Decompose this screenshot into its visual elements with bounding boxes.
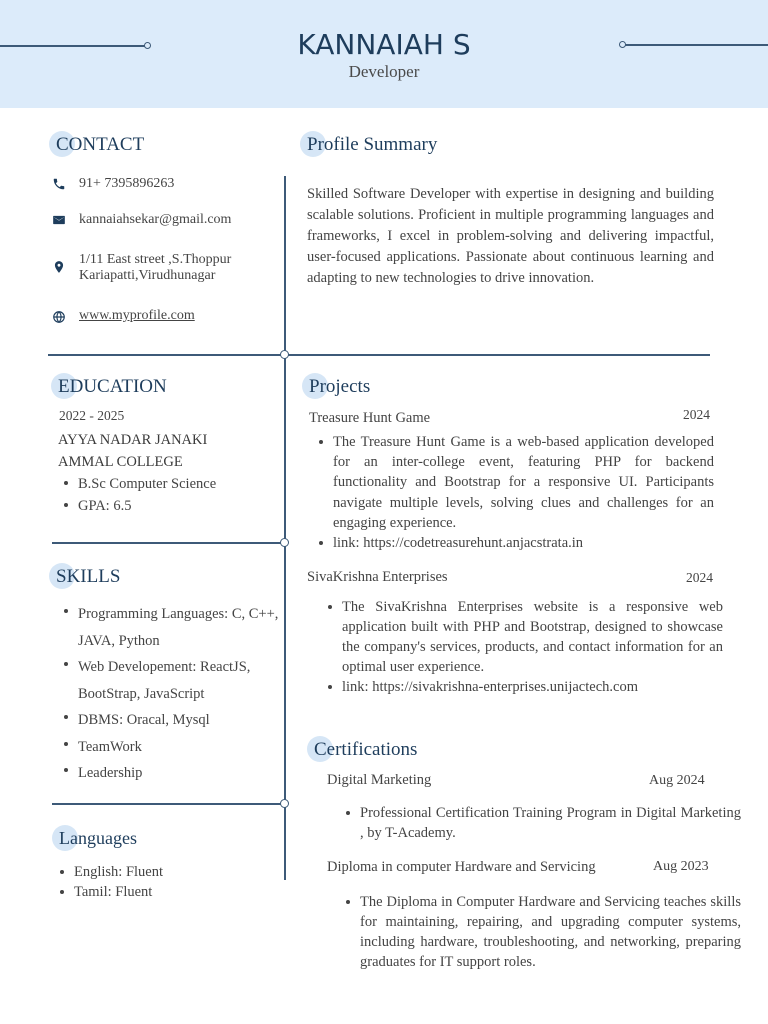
skills-heading-text: SKILLS — [56, 566, 121, 587]
cert-1-name: Digital Marketing — [327, 772, 432, 788]
languages-heading-text: Languages — [59, 828, 137, 848]
project-1-name: Treasure Hunt Game — [309, 410, 431, 426]
contact-address — [79, 252, 231, 284]
list-item: B.Sc Computer Science — [60, 473, 280, 495]
divider-education — [52, 542, 285, 544]
list-item: The Treasure Hunt Game is a web-based application developed for an inter-college event, featuring PHP for backend functionality and Bootstrap for a responsive UI. Participants navigate multiple levels, solving clues and challenges for an engaging experience. — [315, 432, 714, 533]
divider-node-1 — [280, 350, 289, 359]
divider-contact — [48, 354, 710, 356]
project-2-link[interactable]: link: https://sivakrishna-enterprises.unijactech.com — [324, 677, 723, 697]
header-banner — [0, 0, 768, 108]
list-item: Professional Certification Training Program in Digital Marketing , by T-Academy. — [342, 803, 741, 843]
profile-heading-text: Profile Summary — [307, 134, 438, 155]
location-pin-icon — [52, 260, 66, 274]
project-1-details — [315, 432, 714, 553]
projects-heading — [309, 376, 370, 398]
certifications-heading — [314, 739, 417, 761]
cert-2-date: Aug 2023 — [653, 859, 709, 874]
list-item: TeamWork — [60, 734, 282, 761]
education-years: 2022 - 2025 — [59, 408, 125, 423]
address-line-1: 1/11 East street ,S.Thoppur — [79, 252, 232, 267]
resume-role: Developer — [348, 62, 420, 81]
contact-heading-text: CONTACT — [56, 134, 145, 155]
list-item: The SivaKrishna Enterprises website is a responsive web application built with PHP and Bootstrap, designed to showcase the company's services, products, and contact information for an optimal user experience. — [324, 597, 723, 677]
list-item: Programming Languages: C, C++, JAVA, Python — [60, 601, 282, 654]
divider-skills — [52, 803, 285, 805]
education-heading-text: EDUCATION — [58, 376, 167, 397]
phone-icon — [52, 177, 66, 191]
college-line-1: AYYA NADAR JANAKI — [58, 432, 208, 448]
college-line-2: AMMAL COLLEGE — [58, 454, 183, 470]
address-line-2: Kariapatti,Virudhunagar — [79, 268, 216, 283]
project-2-name: SivaKrishna Enterprises — [307, 569, 448, 585]
languages-heading — [59, 828, 137, 849]
contact-phone: 91+ 7395896263 — [79, 176, 175, 191]
projects-heading-text: Projects — [309, 376, 371, 397]
certifications-heading-text: Certifications — [314, 739, 418, 760]
cert-1-date: Aug 2024 — [649, 773, 705, 788]
cert-1-details — [342, 803, 741, 843]
profile-heading — [307, 134, 437, 156]
list-item: The Diploma in Computer Hardware and Servicing teaches skills for maintaining, repairing, and upgrading computer systems, including hardware, troubleshooting, and networking, preparing graduates for IT support roles. — [342, 892, 741, 972]
contact-website-link[interactable]: www.myprofile.com — [79, 308, 195, 323]
profile-summary-text: Skilled Software Developer with expertise in designing and building scalable solutions. Proficient in multiple programming languages and frameworks, I excel in problem-solving and delivering impactful, user-focused applications. Passionate about continuous learning and adapting to new technologies to drive innovation. — [307, 186, 714, 286]
contact-heading — [56, 134, 144, 156]
resume-name: KANNAIAH S — [297, 28, 471, 61]
project-1-link[interactable]: link: https://codetreasurehunt.anjacstrata.in — [315, 533, 714, 553]
cert-2-name: Diploma in computer Hardware and Servicing — [327, 859, 596, 875]
list-item: Leadership — [60, 760, 282, 787]
divider-node-2 — [280, 538, 289, 547]
education-heading — [58, 376, 167, 398]
column-divider-line — [284, 176, 286, 880]
list-item: Web Developement: ReactJS, BootStrap, JavaScript — [60, 654, 282, 707]
project-1-year: 2024 — [683, 407, 710, 422]
skills-heading — [56, 566, 120, 588]
education-college — [58, 429, 207, 473]
list-item: DBMS: Oracal, Mysql — [60, 707, 282, 734]
cert-2-details — [342, 892, 741, 972]
contact-email-text[interactable]: kannaiahsekar@gmail.com — [79, 212, 232, 227]
divider-node-3 — [280, 799, 289, 808]
education-list — [60, 473, 280, 517]
languages-list — [56, 862, 276, 902]
project-2-year: 2024 — [686, 570, 713, 585]
email-icon — [52, 213, 66, 227]
list-item: Tamil: Fluent — [56, 882, 276, 902]
list-item: English: Fluent — [56, 862, 276, 882]
skills-list — [60, 601, 282, 787]
globe-icon — [52, 310, 66, 324]
project-2-details — [324, 597, 723, 697]
contact-email[interactable] — [79, 212, 231, 228]
list-item: GPA: 6.5 — [60, 495, 280, 517]
